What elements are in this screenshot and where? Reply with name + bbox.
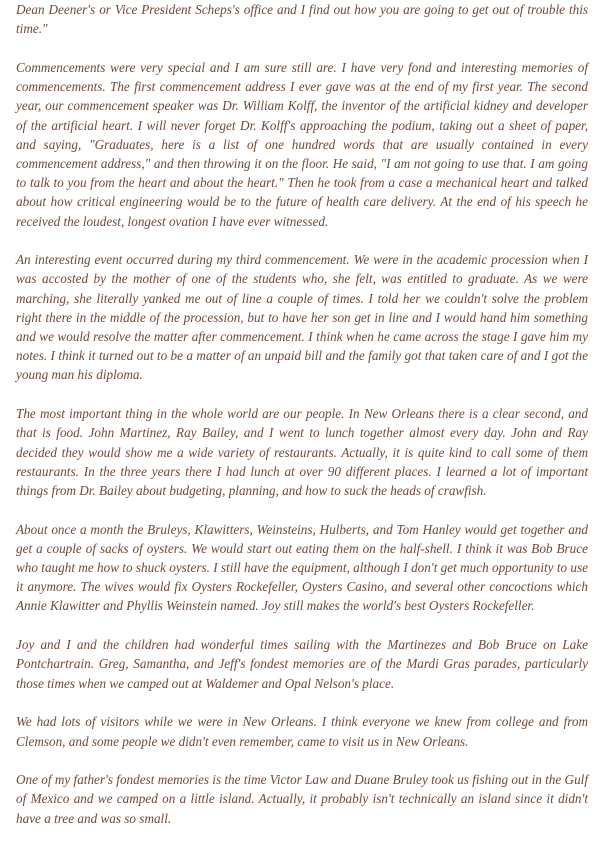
paragraph-office: Dean Deener's or Vice President Scheps's office and I find out how you are going to get out of trouble this time." <box>16 2 588 37</box>
document-page <box>16 0 588 847</box>
paragraph-sailing: Joy and I and the children had wonderful times sailing with the Martinezes and Bob Bruce on Lake Pontchartrain. Greg, Samantha, and Jeff's fondest memories are of the Mardi Gras parades, particularly those times when we camped out at Waldemer and Opal Nelson's place. <box>16 637 588 691</box>
paragraph-people-and-food: The most important thing in the whole world are our people. In New Orleans there is a clear second, and that is food. John Martinez, Ray Bailey, and I went to lunch together almost every day. John and Ray decided they would show me a wide variety of restaurants. Actually, it is quite kind to call some of them restaurants. In the three years there I had lunch at over 90 different places. I learned a lot of important things from Dr. Bailey about budgeting, planning, and how to suck the heads of crawfish. <box>16 406 588 498</box>
paragraph-third-commencement: An interesting event occurred during my third commencement. We were in the academic procession when I was accosted by the mother of one of the students who, she felt, was entitled to graduate. As we were marching, she literally yanked me out of line a couple of times. I told her we couldn't solve the problem right there in the middle of the procession, but to have her son get in line and I would hand him something and we would resolve the matter after commencement. I think when he came across the stage I gave him my notes. I think it turned out to be a matter of an unpaid bill and the family got that taken care of and I got the young man his diploma. <box>16 252 588 383</box>
paragraph-fishing: One of my father's fondest memories is the time Victor Law and Duane Bruley took us fishing out in the Gulf of Mexico and we camped on a little island. Actually, it probably isn't technically an island since it didn't have a tree and was so small. <box>16 772 588 826</box>
paragraph-commencements: Commencements were very special and I am sure still are. I have very fond and interesting memories of commencements. The first commencement address I ever gave was at the end of my first year. The second year, our commencement speaker was Dr. William Kolff, the inventor of the artificial kidney and developer of the artificial heart. I will never forget Dr. Kolff's approaching the podium, taking out a sheet of paper, and saying, "Graduates, here is a list of one hundred words that are usually contained in every commencement address," and then throwing it on the floor. He said, "I am not going to use that. I am going to talk to you from the heart and about the heart." Then he took from a case a mechanical heart and talked about how critical engineering would be to the future of health care delivery. At the end of his speech he received the loudest, longest ovation I have ever witnessed. <box>16 59 588 229</box>
paragraph-oysters: About once a month the Bruleys, Klawitters, Weinsteins, Hulberts, and Tom Hanley would get together and get a couple of sacks of oysters. We would start out eating them on the half-shell. I think it was Bob Bruce who taught me how to shuck oysters. I still have the equipment, although I don't get much opportunity to use it anymore. The wives would fix Oysters Rockefeller, Oysters Casino, and several other concoctions which Annie Klawitter and Phyllis Weinstein named. Joy still makes the world's best Oysters Rockefeller. <box>16 521 588 614</box>
paragraph-visitors: We had lots of visitors while we were in New Orleans. I think everyone we knew from college and from Clemson, and some people we didn't even remember, came to visit us in New Orleans. <box>16 714 588 749</box>
